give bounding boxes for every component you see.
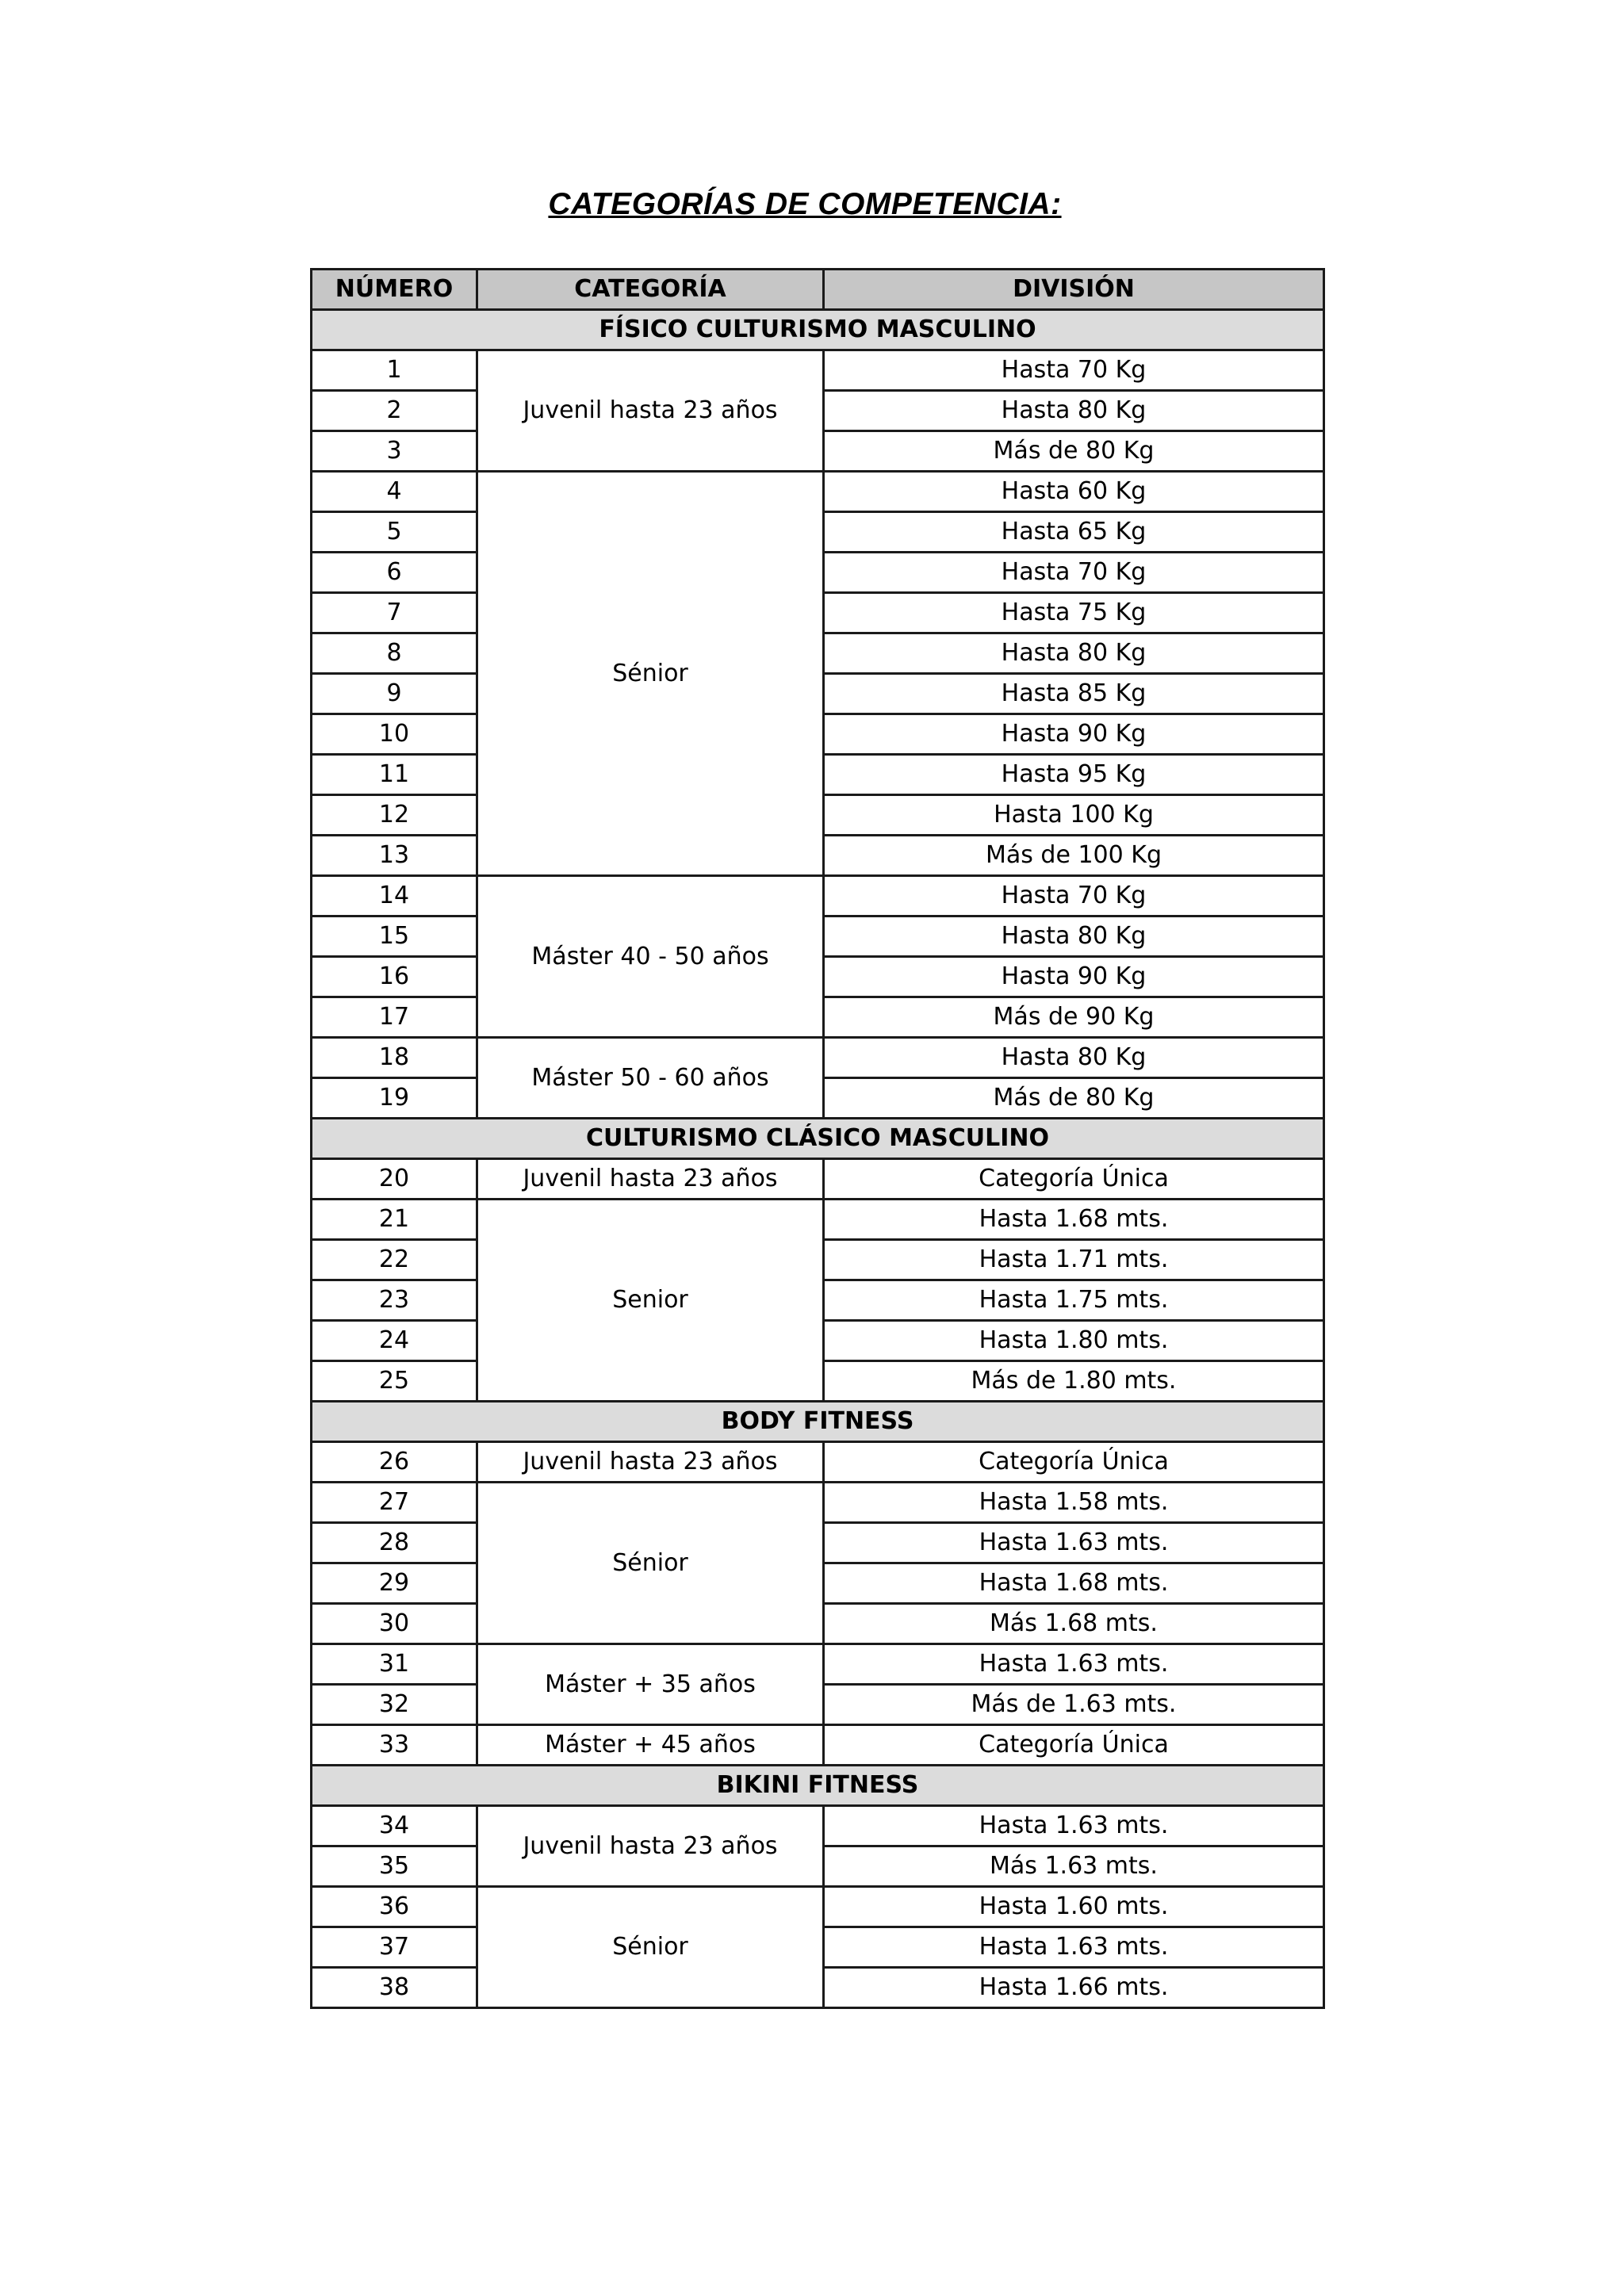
cell-division: Hasta 1.68 mts. [824, 1563, 1324, 1604]
header-category: CATEGORÍA [477, 270, 824, 310]
table-row [312, 1442, 1324, 1483]
cell-division: Hasta 100 Kg [824, 795, 1324, 836]
cell-division: Hasta 1.63 mts. [824, 1927, 1324, 1968]
cell-number: 34 [312, 1806, 477, 1846]
cell-number: 30 [312, 1604, 477, 1644]
table-row [312, 1644, 1324, 1685]
cell-division: Hasta 1.75 mts. [824, 1280, 1324, 1321]
cell-number: 28 [312, 1523, 477, 1563]
cell-number: 26 [312, 1442, 477, 1483]
cell-division: Hasta 1.63 mts. [824, 1644, 1324, 1685]
cell-division: Categoría Única [824, 1442, 1324, 1483]
cell-number: 17 [312, 997, 477, 1038]
cell-number: 12 [312, 795, 477, 836]
cell-division: Hasta 60 Kg [824, 472, 1324, 512]
cell-number: 7 [312, 593, 477, 633]
table-body [312, 310, 1324, 2008]
cell-division: Hasta 65 Kg [824, 512, 1324, 553]
section-row [312, 1402, 1324, 1442]
cell-number: 21 [312, 1200, 477, 1240]
cell-category: Máster + 35 años [477, 1644, 824, 1725]
cell-category: Juvenil hasta 23 años [477, 1442, 824, 1483]
table-row [312, 1725, 1324, 1766]
cell-number: 27 [312, 1483, 477, 1523]
table-row [312, 350, 1324, 391]
table-row [312, 1806, 1324, 1846]
cell-division: Hasta 85 Kg [824, 674, 1324, 714]
cell-number: 2 [312, 391, 477, 431]
section-row [312, 1766, 1324, 1806]
cell-division: Más de 80 Kg [824, 431, 1324, 472]
cell-division: Más 1.68 mts. [824, 1604, 1324, 1644]
table-row [312, 472, 1324, 512]
cell-number: 20 [312, 1159, 477, 1200]
cell-number: 35 [312, 1846, 477, 1887]
cell-division: Hasta 1.63 mts. [824, 1523, 1324, 1563]
cell-division: Más de 1.63 mts. [824, 1685, 1324, 1725]
cell-category: Sénior [477, 1483, 824, 1644]
cell-number: 29 [312, 1563, 477, 1604]
cell-division: Hasta 1.60 mts. [824, 1887, 1324, 1927]
cell-number: 16 [312, 957, 477, 997]
table-row [312, 1159, 1324, 1200]
cell-number: 23 [312, 1280, 477, 1321]
cell-number: 32 [312, 1685, 477, 1725]
cell-number: 5 [312, 512, 477, 553]
cell-division: Más de 1.80 mts. [824, 1361, 1324, 1402]
cell-number: 22 [312, 1240, 477, 1280]
cell-number: 37 [312, 1927, 477, 1968]
section-title: CULTURISMO CLÁSICO MASCULINO [312, 1119, 1324, 1159]
cell-number: 15 [312, 916, 477, 957]
cell-number: 11 [312, 755, 477, 795]
cell-category: Juvenil hasta 23 años [477, 1806, 824, 1887]
cell-division: Categoría Única [824, 1725, 1324, 1766]
cell-number: 9 [312, 674, 477, 714]
cell-division: Hasta 90 Kg [824, 714, 1324, 755]
cell-division: Hasta 1.58 mts. [824, 1483, 1324, 1523]
cell-division: Más de 80 Kg [824, 1078, 1324, 1119]
cell-number: 8 [312, 633, 477, 674]
table-row [312, 876, 1324, 916]
table-header [312, 270, 1324, 310]
cell-division: Hasta 70 Kg [824, 350, 1324, 391]
table-row [312, 1887, 1324, 1927]
cell-category: Sénior [477, 1887, 824, 2008]
cell-division: Más de 100 Kg [824, 836, 1324, 876]
table-row [312, 1200, 1324, 1240]
section-title: FÍSICO CULTURISMO MASCULINO [312, 310, 1324, 350]
categories-table [310, 268, 1325, 2009]
cell-category: Máster 40 - 50 años [477, 876, 824, 1038]
header-number: NÚMERO [312, 270, 477, 310]
cell-category: Juvenil hasta 23 años [477, 350, 824, 472]
cell-division: Hasta 70 Kg [824, 876, 1324, 916]
cell-division: Hasta 1.66 mts. [824, 1968, 1324, 2008]
cell-number: 10 [312, 714, 477, 755]
cell-number: 24 [312, 1321, 477, 1361]
cell-division: Hasta 1.68 mts. [824, 1200, 1324, 1240]
cell-division: Hasta 1.80 mts. [824, 1321, 1324, 1361]
cell-number: 13 [312, 836, 477, 876]
cell-number: 1 [312, 350, 477, 391]
header-division: DIVISIÓN [824, 270, 1324, 310]
cell-division: Hasta 80 Kg [824, 916, 1324, 957]
cell-category: Máster 50 - 60 años [477, 1038, 824, 1119]
cell-category: Juvenil hasta 23 años [477, 1159, 824, 1200]
cell-number: 4 [312, 472, 477, 512]
cell-division: Más 1.63 mts. [824, 1846, 1324, 1887]
section-title: BODY FITNESS [312, 1402, 1324, 1442]
cell-division: Hasta 80 Kg [824, 391, 1324, 431]
table-row [312, 1483, 1324, 1523]
cell-number: 38 [312, 1968, 477, 2008]
cell-division: Hasta 75 Kg [824, 593, 1324, 633]
cell-division: Hasta 70 Kg [824, 553, 1324, 593]
cell-number: 31 [312, 1644, 477, 1685]
cell-division: Hasta 1.71 mts. [824, 1240, 1324, 1280]
cell-division: Hasta 90 Kg [824, 957, 1324, 997]
cell-category: Sénior [477, 472, 824, 876]
cell-category: Máster + 45 años [477, 1725, 824, 1766]
cell-division: Hasta 1.63 mts. [824, 1806, 1324, 1846]
cell-number: 14 [312, 876, 477, 916]
cell-number: 25 [312, 1361, 477, 1402]
cell-division: Categoría Única [824, 1159, 1324, 1200]
cell-division: Hasta 80 Kg [824, 633, 1324, 674]
section-row [312, 310, 1324, 350]
cell-number: 18 [312, 1038, 477, 1078]
cell-number: 6 [312, 553, 477, 593]
cell-category: Senior [477, 1200, 824, 1402]
cell-division: Hasta 80 Kg [824, 1038, 1324, 1078]
table-row [312, 1038, 1324, 1078]
cell-number: 36 [312, 1887, 477, 1927]
header-row [312, 270, 1324, 310]
cell-number: 19 [312, 1078, 477, 1119]
section-title: BIKINI FITNESS [312, 1766, 1324, 1806]
cell-division: Hasta 95 Kg [824, 755, 1324, 795]
page-title: CATEGORÍAS DE COMPETENCIA: [548, 187, 1062, 221]
cell-number: 3 [312, 431, 477, 472]
cell-number: 33 [312, 1725, 477, 1766]
cell-division: Más de 90 Kg [824, 997, 1324, 1038]
section-row [312, 1119, 1324, 1159]
